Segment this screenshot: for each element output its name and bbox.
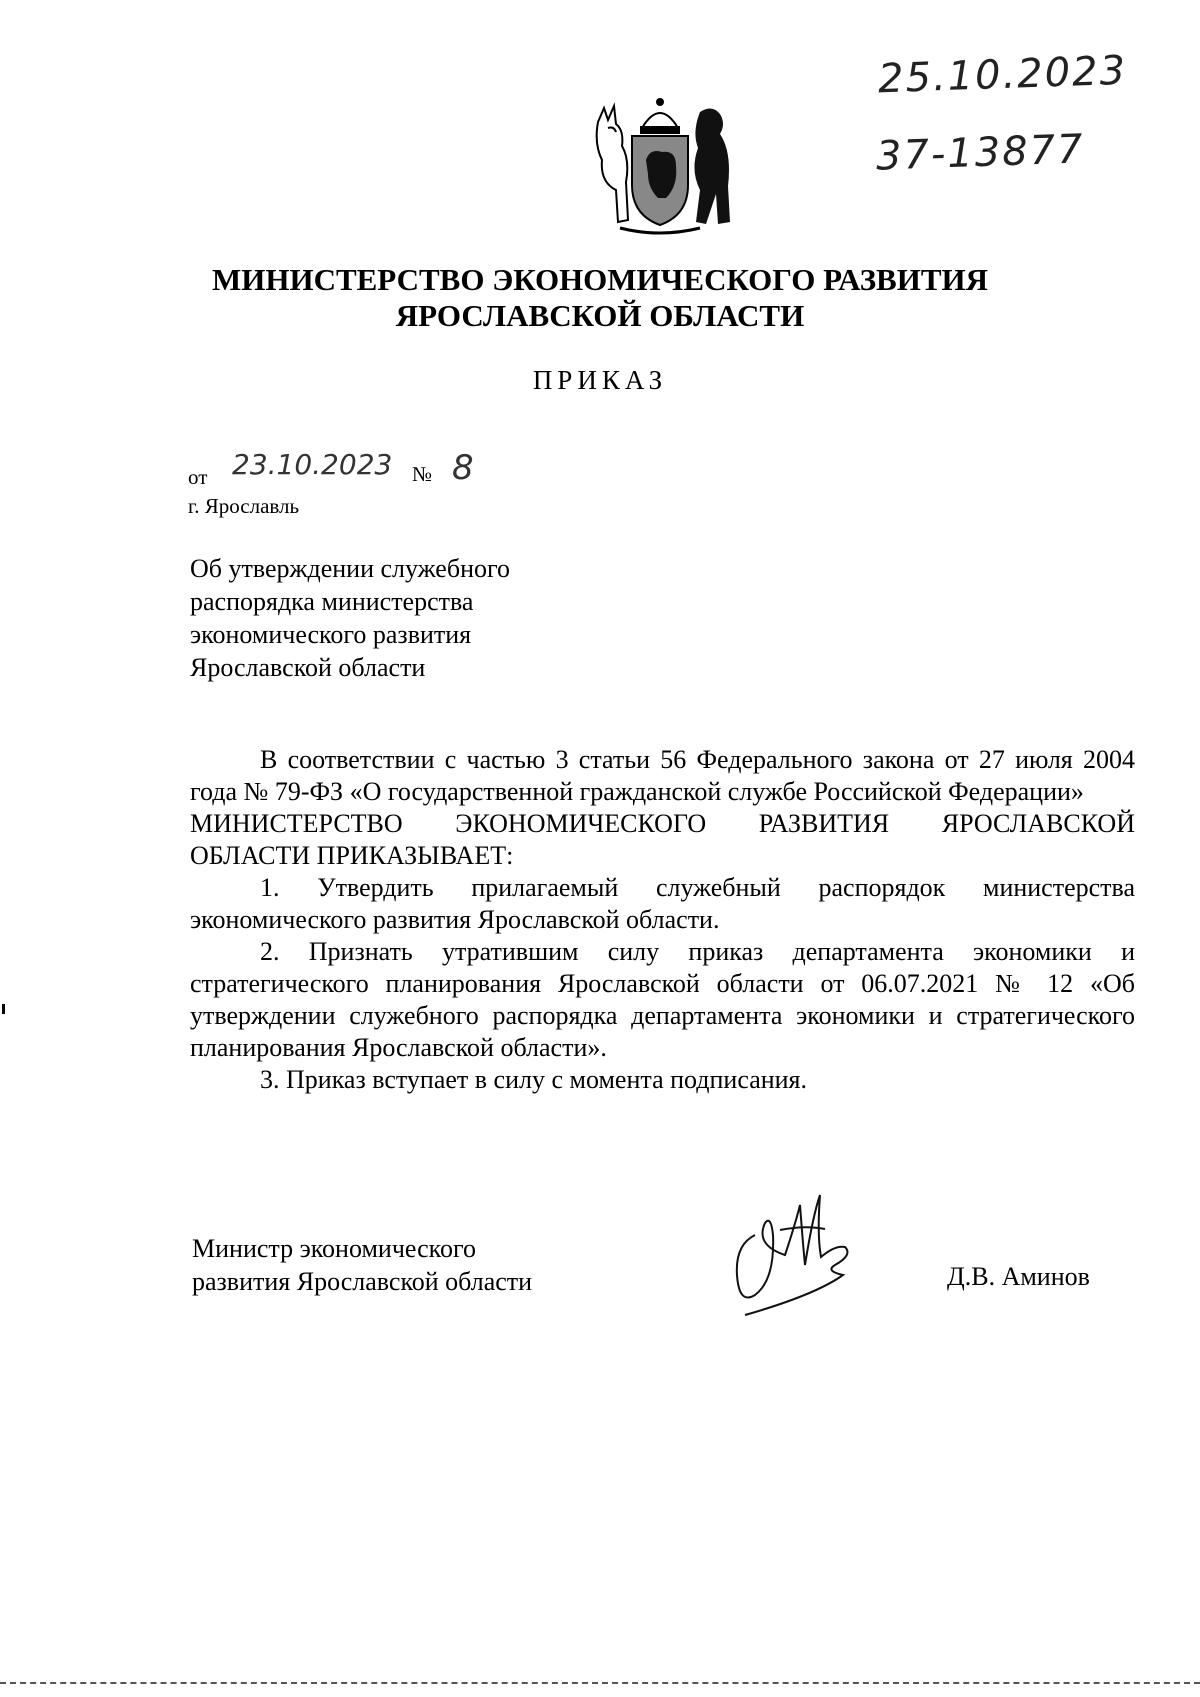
orders-heading-line1: МИНИСТЕРСТВО ЭКОНОМИЧЕСКОГО РАЗВИТИЯ ЯРОСЛАВСКОЙ <box>190 809 1135 838</box>
subject-line: экономического развития <box>190 620 472 649</box>
handwritten-signature-icon <box>725 1185 865 1320</box>
signatory-name: Д.В. Аминов <box>947 1262 1090 1291</box>
order-body <box>190 744 1135 1096</box>
order-item-2: 2. Признать утратившим силу приказ департамента экономики и стратегического планирования Ярославской области от 06.07.2021 № 12 «Об утверждении служебного распорядка департамента экономики и стратегического планирования Ярославской области». <box>190 937 1135 1062</box>
subject-line: распорядка министерства <box>190 587 474 616</box>
order-city: г. Ярославль <box>188 494 300 518</box>
signatory-title-line2: развития Ярославской области <box>192 1267 533 1296</box>
order-subject <box>190 552 610 684</box>
subject-line: Об утверждении служебного <box>190 554 510 583</box>
order-item-1: 1. Утвердить прилагаемый служебный распорядок министерства экономического развития Ярославской области. <box>190 873 1135 934</box>
order-date-handwritten: 23.10.2023 <box>232 448 393 481</box>
signatory-title <box>192 1232 532 1298</box>
ministry-name-heading <box>0 262 1200 334</box>
ministry-name-line2: ЯРОСЛАВСКОЙ ОБЛАСТИ <box>395 298 805 333</box>
registration-number-handwritten: 37-13877 <box>875 126 1086 180</box>
orders-heading-line2: ОБЛАСТИ ПРИКАЗЫВАЕТ: <box>190 841 514 870</box>
order-number-label: № <box>412 462 433 486</box>
subject-line: Ярославской области <box>190 653 426 682</box>
scan-margin-mark <box>2 1004 5 1014</box>
coat-of-arms-icon <box>580 90 740 240</box>
order-item-3: 3. Приказ вступает в силу с момента подписания. <box>260 1065 808 1094</box>
signatory-title-line1: Министр экономического <box>192 1234 476 1263</box>
order-number-handwritten: 8 <box>452 448 474 488</box>
order-date-label: от <box>188 465 208 489</box>
document-type-title: ПРИКАЗ <box>532 365 668 395</box>
registration-date-handwritten: 25.10.2023 <box>877 47 1128 103</box>
scan-bottom-edge <box>0 1682 1200 1684</box>
preamble-paragraph: В соответствии с частью 3 статьи 56 Федерального закона от 27 июля 2004 года № 79-ФЗ «О государственной гражданской службе Российской Федерации» <box>190 745 1135 806</box>
ministry-name-line1: МИНИСТЕРСТВО ЭКОНОМИЧЕСКОГО РАЗВИТИЯ <box>211 262 989 297</box>
